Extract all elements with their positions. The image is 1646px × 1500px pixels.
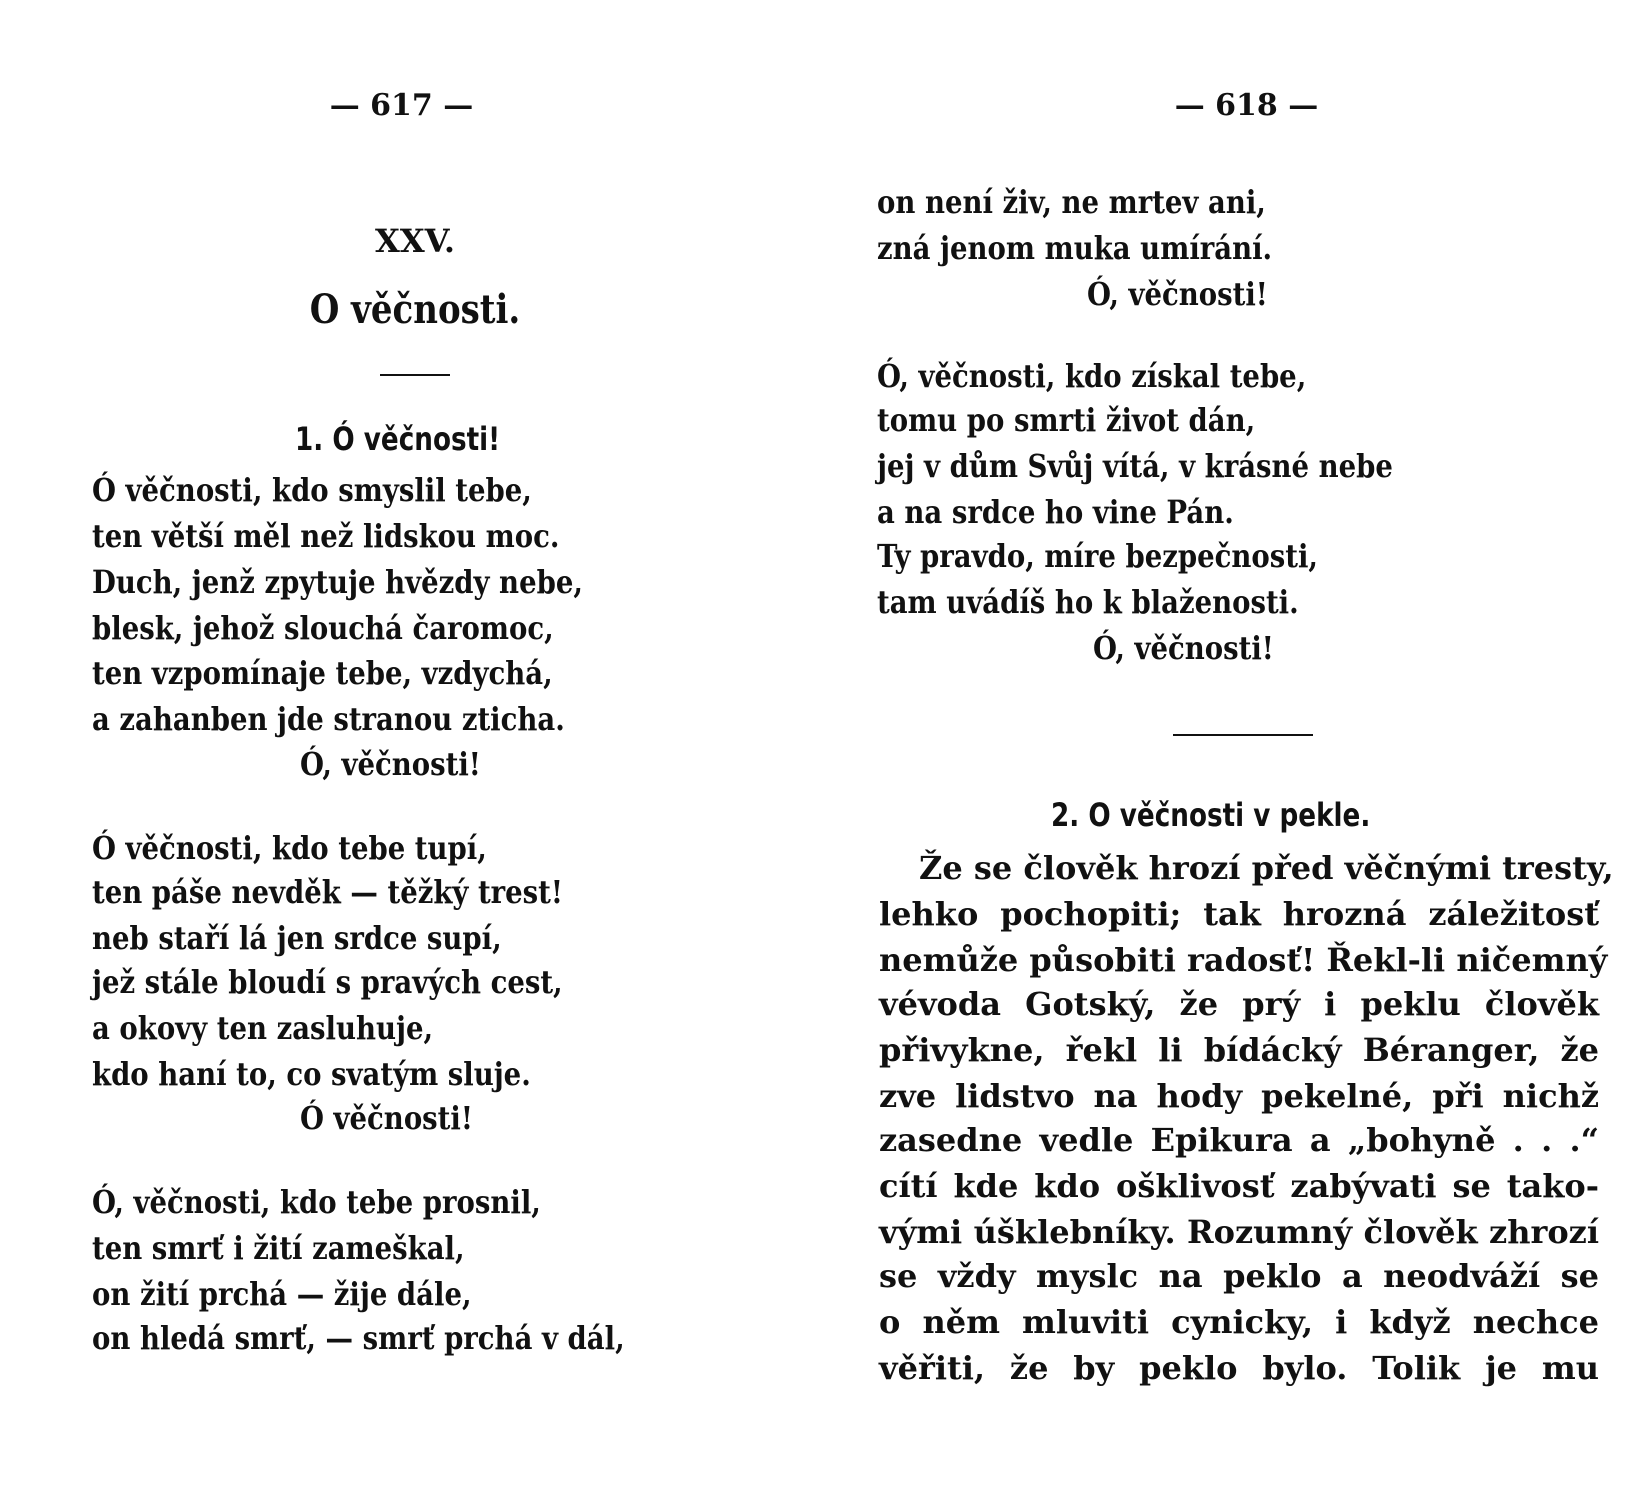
prose-line: vými úšklebníky. Rozumný člověk zhrozí	[879, 1213, 1599, 1251]
verse-line: Ó věčnosti, kdo tebe tupí,	[92, 829, 487, 867]
refrain: Ó, věčnosti!	[300, 745, 481, 783]
verse-line: on hledá smrť, — smrť prchá v dál,	[92, 1319, 625, 1357]
verse-line: kdo haní to, co svatým sluje.	[92, 1055, 531, 1093]
chapter-divider	[380, 374, 450, 376]
chapter-number: XXV.	[374, 222, 456, 260]
refrain: Ó, věčnosti!	[1087, 275, 1268, 313]
verse-line: zná jenom muka umírání.	[877, 229, 1273, 267]
prose-line: o něm mluviti cynicky, i když nechce	[879, 1303, 1599, 1341]
verse-line: tam uvádíš ho k blaženosti.	[877, 583, 1299, 621]
section-heading: 2. O věčnosti v pekle.	[1051, 796, 1371, 834]
page-number: — 618 —	[1174, 88, 1319, 123]
refrain: Ó, věčnosti!	[1093, 629, 1274, 667]
verse-line: a okovy ten zasluhuje,	[92, 1009, 434, 1047]
prose-line: zasedne vedle Epikura a „bohyně . . .“	[879, 1121, 1599, 1159]
verse-line: jej v dům Svůj vítá, v krásné nebe	[877, 447, 1393, 485]
prose-line: vévoda Gotský, že prý i peklu člověk	[879, 985, 1599, 1023]
verse-line: ten vzpomínaje tebe, vzdychá,	[92, 654, 553, 692]
prose-line: přivykne, řekl li bídácký Béranger, že	[879, 1031, 1599, 1069]
prose-line: zve lidstvo na hody pekelné, při nichž	[879, 1077, 1599, 1115]
right-page	[823, 0, 1646, 1500]
verse-line: Ty pravdo, míre bezpečnosti,	[877, 537, 1319, 575]
section-divider	[1173, 734, 1313, 736]
prose-line: lehko pochopiti; tak hrozná záležitosť	[879, 895, 1599, 933]
section-heading: 1. Ó věčnosti!	[295, 420, 501, 458]
refrain: Ó věčnosti!	[300, 1099, 473, 1137]
verse-line: tomu po smrti život dán,	[877, 401, 1256, 439]
verse-line: Ó věčnosti, kdo smyslil tebe,	[92, 471, 532, 509]
verse-line: on žití prchá — žije dále,	[92, 1275, 472, 1313]
prose-line: se vždy myslc na peklo a neodváží se	[879, 1257, 1599, 1295]
verse-line: Duch, jenž zpytuje hvězdy nebe,	[92, 563, 583, 601]
prose-line: Že se člověk hrozí před věčnými tresty,	[919, 849, 1614, 887]
prose-line: nemůže působiti radosť! Řekl-li ničemný	[879, 941, 1608, 979]
prose-line: cítí kde kdo ošklivosť zabývati se tako-	[879, 1167, 1599, 1205]
verse-line: on není živ, ne mrtev ani,	[877, 183, 1266, 221]
verse-line: blesk, jehož slouchá čaromoc,	[92, 609, 554, 647]
verse-line: jež stále bloudí s pravých cest,	[92, 963, 563, 1001]
chapter-title: O věčnosti.	[309, 286, 521, 333]
verse-line: Ó, věčnosti, kdo získal tebe,	[877, 357, 1307, 395]
verse-line: ten smrť i žití zameškal,	[92, 1229, 465, 1267]
verse-line: neb staří lá jen srdce supí,	[92, 919, 502, 957]
prose-line: věřiti, že by peklo bylo. Tolik je mu	[879, 1349, 1599, 1387]
verse-line: ten páše nevděk — těžký trest!	[92, 873, 563, 911]
verse-line: a na srdce ho vine Pán.	[877, 493, 1234, 531]
verse-line: ten větší měl než lidskou moc.	[92, 517, 560, 555]
verse-line: a zahanben jde stranou zticha.	[92, 700, 565, 738]
page-number: — 617 —	[329, 88, 474, 123]
verse-line: Ó, věčnosti, kdo tebe prosnil,	[92, 1183, 541, 1221]
